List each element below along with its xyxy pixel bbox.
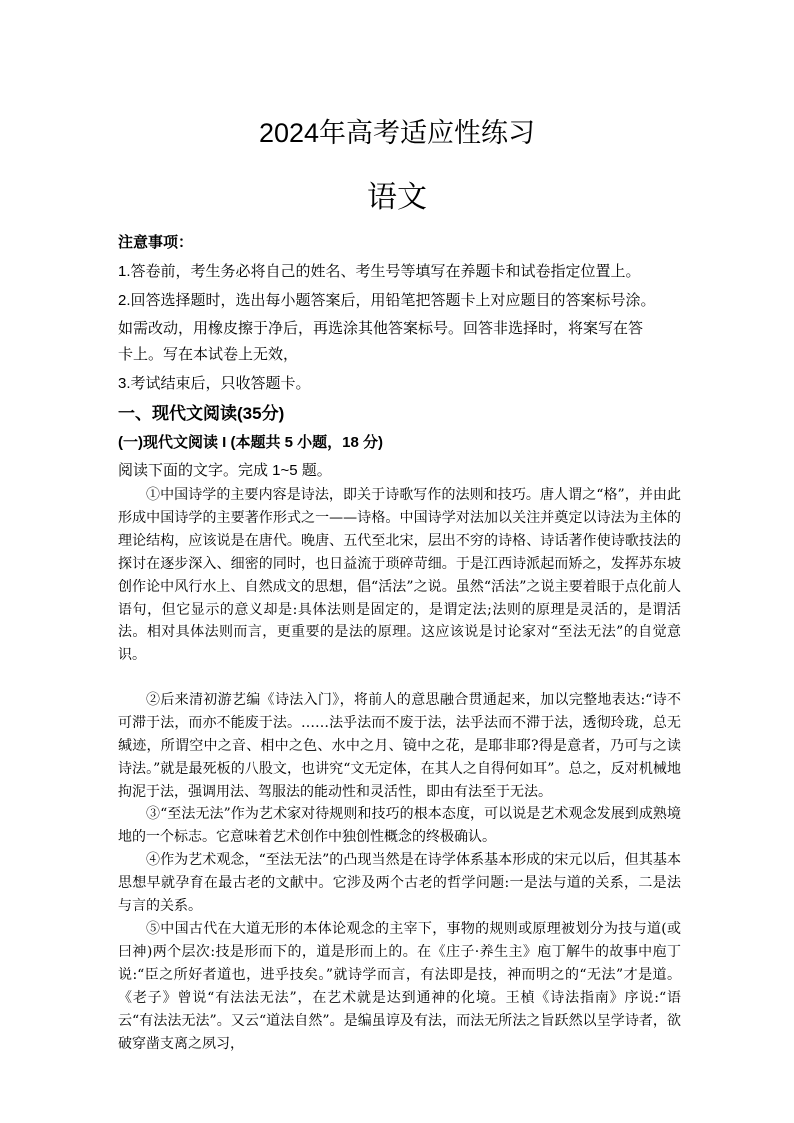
passage-paragraph-4: ④作为艺术观念，“至法无法”的凸现当然是在诗学体系基本形成的宋元以后，但其基本思想早就孕育在最古老的文献中。它涉及两个古老的哲学问题:一是法与道的关系，二是法与言的关系。 — [118, 852, 681, 914]
notice-item-2-line-2: 如需改动，用橡皮擦于净后，再选涂其他答案标号。回答非选择时，将案写在答 — [118, 320, 644, 337]
notice-heading: 注意事项： — [118, 234, 194, 251]
exam-title: 2024年高考适应性练习 — [258, 118, 536, 148]
passage-paragraph-5: ⑤中国古代在大道无形的本体论观念的主宰下，事物的规则或原理被划分为技与道(或曰神)两个层次:技是形而下的，道是形而上的。在《庄子·养生主》庖丁解牛的故事中庖丁说:“臣之所好者道也，进乎技矣。”就诗学而言，有法即是技，神而明之的“无法”才是道。《老子》曾说“有法法无法”，在艺术就是达到通神的化境。王楨《诗法指南》序说:“语云“有法法无法”。又云“道法自然”。是编虽谆及有法，而法无所法之旨跃然以呈学诗者，欲破穿凿支离之夙习， — [118, 921, 681, 1052]
subsection-heading: (一)现代文阅读 I (本题共 5 小题，18 分) — [118, 434, 384, 451]
passage-paragraph-3: ③“至法无法”作为艺术家对待规则和技巧的根本态度，可以说是艺术观念发展到成熟境地的一个标志。它意味着艺术创作中独创性概念的终极确认。 — [118, 806, 681, 845]
subject-title: 语文 — [367, 181, 427, 214]
notice-item-1: 1.答卷前，考生务必将自己的姓名、考生号等填写在养题卡和试卷指定位置上。 — [118, 263, 641, 280]
passage-paragraph-1: ①中国诗学的主要内容是诗法，即关于诗歌写作的法则和技巧。唐人谓之“格”，并由此形成中国诗学的主要著作形式之一——诗格。中国诗学对法加以关注并奠定以诗法为主体的理论结构，应该说是在唐代。晚唐、五代至北宋，层出不穷的诗格、诗话著作使诗歌技法的探讨在逐步深入、细密的同时，也日益流于琐碎苛细。于是江西诗派起而矫之，发挥苏东坡创作论中风行水上、自然成文的思想，倡“活法”之说。虽然“活法”之说主要着眼于点化前人语句，但它显示的意义却是:具体法则是固定的，是谓定法;法则的原理是灵活的，是谓活法。相对具体法则而言，更重要的是法的原理。这应该说是讨论家对“至法无法”的自觉意识。 — [118, 487, 681, 664]
reading-instruction: 阅读下面的文字。完成 1~5 题。 — [118, 462, 332, 479]
notice-item-2-line-1: 2.回答选择题时，选出每小题答案后，用铅笔把答题卡上对应题目的答案标号涂。 — [118, 292, 656, 309]
notice-item-3: 3.考试结束后，只收答题卡。 — [118, 375, 311, 392]
notice-item-2-line-3: 卡上。写在本试卷上无效， — [118, 346, 299, 363]
passage-paragraph-2: ②后来清初游艺编《诗法入门》，将前人的意思融合贯通起来，加以完整地表达:“诗不可滞于法，而亦不能废于法。……法乎法而不废于法，法乎法而不滞于法，透彻玲珑，总无缄迹，所谓空中之音、相中之色、水中之月、镜中之花，是耶非耶?得是意者，乃可与之读诗法。”就是最死板的八股文，也讲究“文无定体，在其人之自得何如耳”。总之，反对机械地拘泥于法，强调用法、驾服法的能动性和灵活性，即由有法至于无法。 — [118, 692, 681, 800]
section-heading: 一、现代文阅读(35分) — [118, 404, 285, 423]
